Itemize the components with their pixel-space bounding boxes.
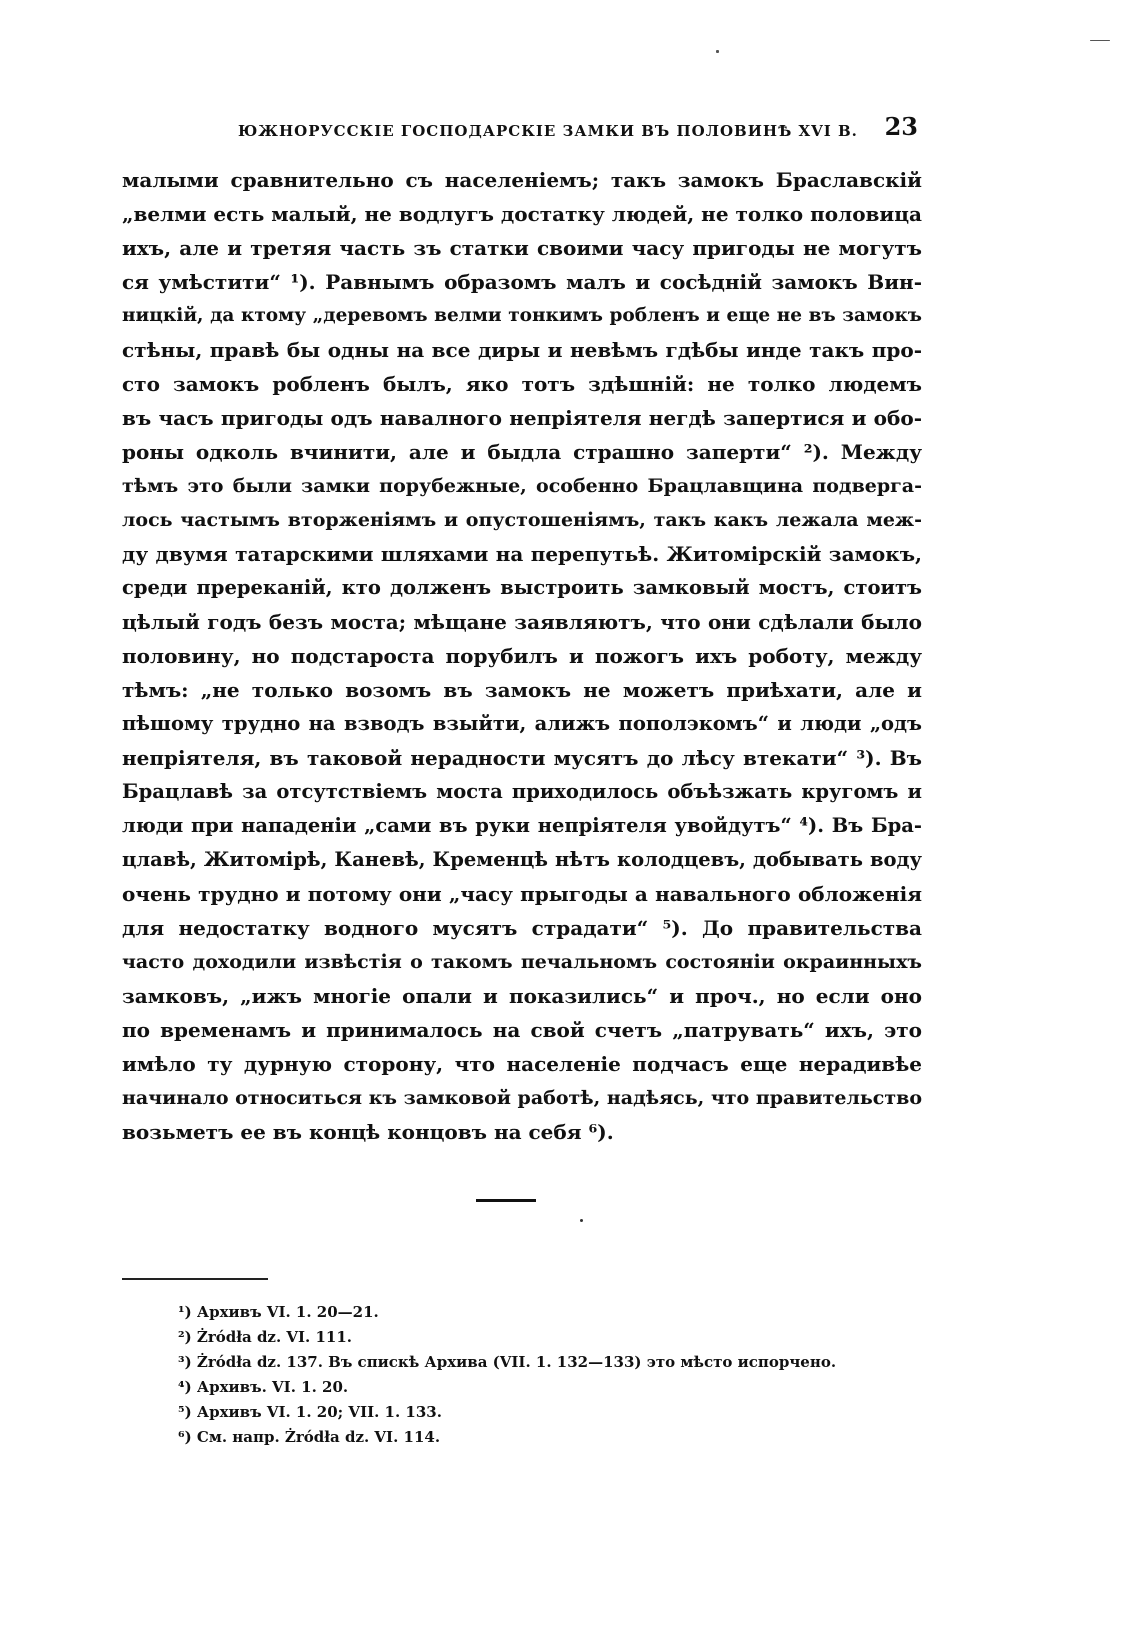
text-line: возьметъ ее въ концѣ концовъ на себя ⁶). — [122, 1120, 614, 1144]
footnotes — [178, 1300, 898, 1450]
text-line: роны одколь вчинити, але и быдла страшно заперти“ ²). Между — [122, 440, 922, 464]
text-line: половину, но подстароста порубилъ и пожогъ ихъ роботу, между — [122, 644, 922, 668]
text-line: стѣны, правѣ бы одны на все диры и невѣмъ гдѣбы инде такъ про- — [122, 338, 922, 362]
footnote: ¹) Архивъ VI. 1. 20—21. — [178, 1303, 379, 1321]
body-paragraph — [122, 163, 922, 1149]
text-line: очень трудно и потому они „часу прыгоды а навального обложенія — [122, 882, 922, 906]
page-header — [228, 112, 918, 152]
print-speck — [1090, 40, 1110, 41]
section-end-rule — [476, 1199, 536, 1202]
text-line: по временамъ и принималось на свой счетъ „патрувать“ ихъ, это — [122, 1018, 922, 1042]
page-number: 23 — [884, 112, 918, 141]
text-line: пѣшому трудно на взводъ взыйти, алижъ пополэкомъ“ и люди „одъ — [122, 712, 922, 735]
text-line: замковъ, „ижъ многіе опали и показились“ и проч., но если оно — [122, 984, 922, 1008]
text-line: непріятеля, въ таковой нерадности мусятъ до лѣсу втекати“ ³). Въ — [122, 746, 922, 770]
text-line: среди пререканій, кто долженъ выстроить замковый мостъ, стоитъ — [122, 576, 922, 599]
footnote: ³) Żródła dz. 137. Въ спискѣ Архива (VII. 1. 132—133) это мѣсто испорчено. — [178, 1353, 837, 1371]
text-line: начинало относиться къ замковой работѣ, надѣясь, что правительство — [122, 1087, 922, 1109]
footnote: ²) Żródła dz. VI. 111. — [178, 1328, 353, 1346]
text-line: люди при нападеніи „сами въ руки непріятеля увойдутъ“ ⁴). Въ Бра- — [122, 814, 922, 837]
text-line: въ часъ пригоды одъ навалного непріятеля негдѣ запертися и обо- — [122, 406, 922, 430]
text-line: Брацлавѣ за отсутствіемъ моста приходилось объѣзжать кругомъ и — [122, 780, 922, 803]
print-speck — [580, 1219, 583, 1222]
text-line: имѣло ту дурную сторону, что населеніе подчасъ еще нерадивѣе — [122, 1052, 922, 1076]
print-speck — [716, 50, 719, 53]
text-line: сто замокъ робленъ былъ, яко тотъ здѣшній: не толко людемъ — [122, 372, 922, 396]
text-line: лось частымъ вторженіямъ и опустошеніямъ, такъ какъ лежала меж- — [122, 509, 922, 531]
footnote-separator — [122, 1278, 268, 1280]
footnote: ⁴) Архивъ. VI. 1. 20. — [178, 1378, 349, 1396]
text-line: для недостатку водного мусятъ страдати“ ⁵). До правительства — [122, 916, 922, 940]
text-line: ницкій, да ктому „деревомъ велми тонкимъ робленъ и еще не въ замокъ — [122, 305, 922, 326]
text-line: ся умѣстити“ ¹). Равнымъ образомъ малъ и сосѣдній замокъ Вин- — [122, 270, 922, 294]
text-line: ду двумя татарскими шляхами на перепутьѣ. Житомірскій замокъ, — [122, 542, 922, 566]
running-title: ЮЖНОРУССКІЕ ГОСПОДАРСКІЕ ЗАМКИ ВЪ ПОЛОВИНѢ XVI В. — [238, 122, 858, 140]
text-line: цлавѣ, Житомірѣ, Каневѣ, Кременцѣ нѣтъ колодцевъ, добывать воду — [122, 848, 922, 871]
text-line: тѣмъ: „не только возомъ въ замокъ не можетъ приѣхати, але и — [122, 678, 922, 702]
text-line: часто доходили извѣстія о такомъ печальномъ состояніи окраинныхъ — [122, 951, 922, 973]
text-line: малыми сравнительно съ населеніемъ; такъ замокъ Браславскій — [122, 168, 922, 192]
footnote: ⁵) Архивъ VI. 1. 20; VII. 1. 133. — [178, 1403, 442, 1421]
footnote: ⁶) См. напр. Żródła dz. VI. 114. — [178, 1428, 441, 1446]
text-line: ихъ, але и третяя часть зъ статки своими часу пригоды не могутъ — [122, 236, 922, 260]
text-line: цѣлый годъ безъ моста; мѣщане заявляютъ, что они сдѣлали было — [122, 610, 922, 634]
text-line: тѣмъ это были замки порубежные, особенно Брацлавщина подверга- — [122, 475, 922, 497]
text-line: „велми есть малый, не водлугъ достатку людей, не толко половица — [122, 202, 922, 226]
